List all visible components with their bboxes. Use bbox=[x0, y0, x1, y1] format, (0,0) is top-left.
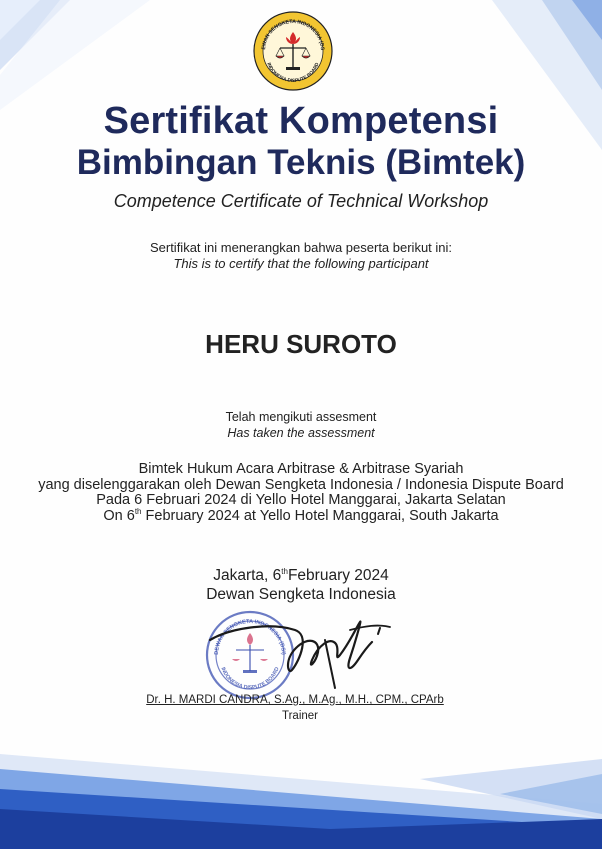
svg-text:INDONESIA DISPUTE BOARD: INDONESIA DISPUTE BOARD bbox=[219, 666, 281, 692]
description-line: yang diselenggarakan oleh Dewan Sengketa Indonesia / Indonesia Dispute Board bbox=[38, 476, 564, 493]
intro-text-id: Sertifikat ini menerangkan bahwa peserta berikut ini: bbox=[149, 240, 453, 255]
svg-text:DEWAN SENGKETA INDONESIA (DSI): EWAN SENGKETA INDONESIA (DS bbox=[260, 18, 326, 51]
intro-text-en: This is to certify that the following participant bbox=[173, 256, 429, 271]
certificate-title-line1: Sertifikat Kompetensi bbox=[103, 100, 499, 142]
date-rest: February 2024 at Yello Hotel Manggarai, South Jakarta bbox=[141, 507, 499, 524]
handwritten-signature bbox=[200, 600, 410, 695]
assessment-text-id: Telah mengikuti assesment bbox=[225, 410, 377, 424]
date-day: On 6 bbox=[103, 507, 135, 524]
bottom-decoration-band bbox=[0, 719, 602, 849]
date-suffix: th bbox=[134, 506, 142, 516]
signer-name bbox=[120, 694, 470, 706]
place-date bbox=[0, 567, 602, 585]
place-date-suffix: th bbox=[281, 566, 288, 576]
assessment-text-en: Has taken the assessment bbox=[227, 426, 375, 440]
description-line: Pada 6 Februari 2024 di Yello Hotel Manggarai, Jakarta Selatan bbox=[96, 492, 506, 508]
place-date-rest: February 2024 bbox=[287, 567, 389, 584]
signer-role: Trainer bbox=[282, 710, 318, 722]
place-city-day: Jakarta, 6 bbox=[213, 567, 282, 584]
svg-text:INDONESIA DISPUTE BOARD: INDONESIA DISPUTE BOARD bbox=[265, 62, 321, 85]
description-line: Bimtek Hukum Acara Arbitrase & Arbitrase Syariah bbox=[138, 461, 464, 477]
certificate-subtitle: Competence Certificate of Technical Workshop bbox=[113, 191, 489, 211]
participant-name: HERU SUROTO bbox=[205, 329, 397, 359]
event-description bbox=[0, 462, 602, 524]
svg-text:DEWAN SENGKETA INDONESIA (DSI): DEWAN SENGKETA INDONESIA (DSI) bbox=[213, 618, 287, 656]
certificate-title-line2: Bimbingan Teknis (Bimtek) bbox=[76, 143, 526, 182]
signer-name-text: Dr. H. MARDI CANDRA, S.Ag., M.Ag., M.H., CPM., CPArb bbox=[146, 694, 444, 706]
issuer-name: Dewan Sengketa Indonesia bbox=[206, 586, 396, 603]
organization-logo bbox=[252, 10, 334, 92]
description-line bbox=[0, 506, 602, 525]
